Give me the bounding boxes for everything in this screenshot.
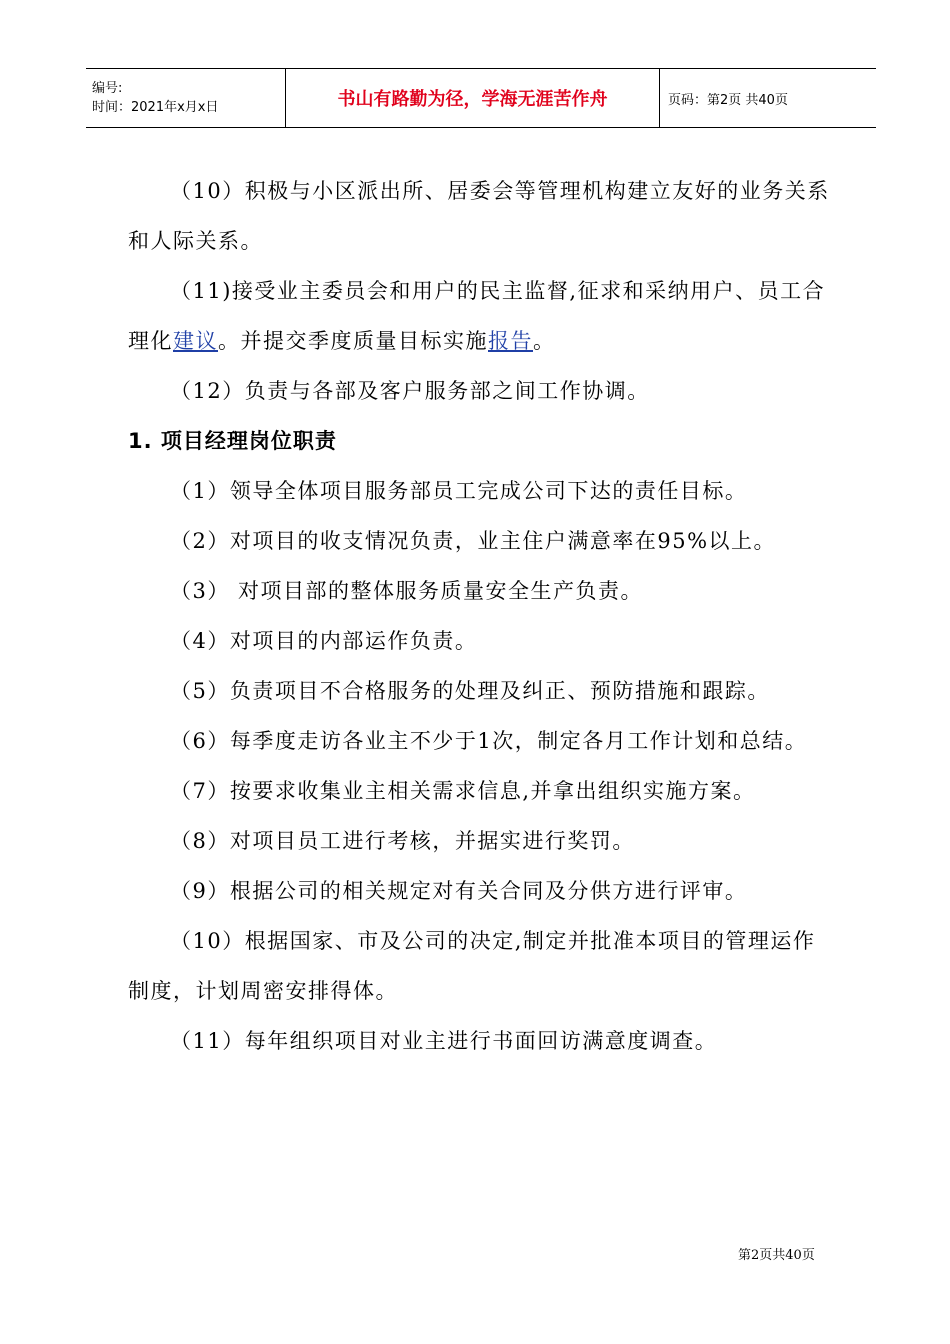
header-motto — [286, 69, 660, 127]
duty-item: （6）每季度走访各业主不少于1次，制定各月工作计划和总结。 — [170, 729, 808, 753]
page-header — [86, 68, 876, 128]
section-heading: 1. 项目经理岗位职责 — [128, 429, 337, 453]
duty-item: （8）对项目员工进行考核，并据实进行奖罚。 — [170, 829, 635, 853]
duty-item: （2）对项目的收支情况负责，业主住户满意率在95%以上。 — [170, 529, 777, 553]
page-footer: 第2页共40页 — [738, 1248, 815, 1263]
header-meta — [86, 69, 286, 127]
duty-item: （5）负责项目不合格服务的处理及纠正、预防措施和跟踪。 — [170, 679, 770, 703]
duty-item: （10）根据国家、市及公司的决定,制定并批准本项目的管理运作制度，计划周密安排得体。 — [128, 929, 816, 1003]
paragraph-11-end: 。 — [533, 329, 556, 353]
duty-item: （11）每年组织项目对业主进行书面回访满意度调查。 — [170, 1029, 718, 1053]
header-page — [660, 69, 876, 127]
paragraph-12: （12）负责与各部及客户服务部之间工作协调。 — [170, 379, 650, 403]
duty-item: （4）对项目的内部运作负责。 — [170, 629, 478, 653]
number-label: 编号: — [92, 81, 123, 96]
duty-item: （1）领导全体项目服务部员工完成公司下达的责任目标。 — [170, 479, 748, 503]
duty-item: （3） 对项目部的整体服务质量安全生产负责。 — [170, 579, 644, 603]
duty-item: （9）根据公司的相关规定对有关合同及分供方进行评审。 — [170, 879, 748, 903]
time-label: 时间：2021年x月x日 — [92, 100, 219, 115]
document-body — [128, 166, 834, 1066]
paragraph-10: （10）积极与小区派出所、居委会等管理机构建立友好的业务关系和人际关系。 — [128, 179, 830, 253]
motto-text: 书山有路勤为径，学海无涯苦作舟 — [337, 89, 608, 110]
paragraph-11 — [128, 266, 834, 366]
page-label: 页码：第2页 共40页 — [668, 92, 788, 108]
paragraph-11-text: （11)接受业主委员会和用户的民主监督,征求和采纳用户、员工合理化 — [128, 279, 826, 353]
report-link[interactable]: 报告 — [488, 329, 533, 353]
paragraph-11-mid: 。并提交季度质量目标实施 — [218, 329, 488, 353]
suggestion-link[interactable]: 建议 — [173, 329, 218, 353]
duty-item: （7）按要求收集业主相关需求信息,并拿出组织实施方案。 — [170, 779, 756, 803]
